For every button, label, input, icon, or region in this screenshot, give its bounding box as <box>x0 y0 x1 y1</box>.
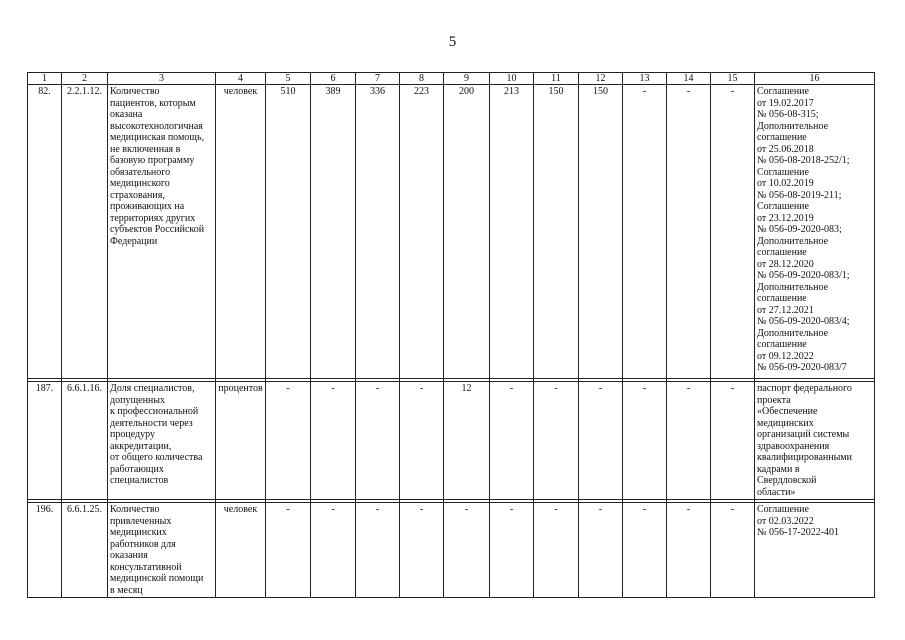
row-number: 82. <box>28 85 62 379</box>
indicator-description-line: медицинского <box>110 178 170 189</box>
table-row <box>28 503 875 598</box>
col-header: 6 <box>311 73 356 85</box>
col-header: 15 <box>711 73 755 85</box>
indicator-description-line: оказана <box>110 109 143 120</box>
indicator-description-line: медицинской помощи <box>110 573 204 584</box>
year-value: - <box>623 503 667 598</box>
indicator-code: 6.6.1.16. <box>62 382 108 500</box>
indicator-description-line: базовую программу <box>110 155 195 166</box>
unit-of-measure: человек <box>216 85 266 379</box>
year-value: - <box>623 85 667 379</box>
year-value: - <box>400 382 444 500</box>
col-header: 7 <box>356 73 400 85</box>
indicator-description-line: проживающих на <box>110 201 185 212</box>
source-document-line: № 056-09-2020-083; <box>757 224 842 235</box>
indicator-description-line: аккредитации, <box>110 440 172 452</box>
indicator-description-line: территориях других <box>110 212 196 224</box>
source-document-line: от 25.06.2018 <box>757 143 814 155</box>
source-document-line: № 056-09-2020-083/4; <box>757 316 850 327</box>
source-document-line: № 056-17-2022-401 <box>757 527 840 538</box>
year-value: 510 <box>266 85 311 379</box>
col-header: 10 <box>490 73 534 85</box>
source-document-line: области» <box>757 486 796 498</box>
year-value: - <box>400 503 444 598</box>
source-document-line: Дополнительное <box>757 327 829 339</box>
indicator-code: 6.6.1.25. <box>62 503 108 598</box>
year-value: 12 <box>444 382 490 500</box>
col-header: 1 <box>28 73 62 85</box>
source-document <box>755 85 875 379</box>
col-header: 14 <box>667 73 711 85</box>
indicator-description-line: привлеченных <box>110 515 172 527</box>
source-document-line: Дополнительное <box>757 281 829 293</box>
year-value: - <box>667 382 711 500</box>
source-document-line: здравоохранения <box>757 440 830 452</box>
source-document-line: Свердловской <box>757 475 817 486</box>
year-value: 336 <box>356 85 400 379</box>
table-row <box>28 85 875 379</box>
indicator-description-line: медицинских <box>110 527 167 538</box>
year-value: - <box>534 382 579 500</box>
source-document-line: от 02.03.2022 <box>757 515 814 527</box>
col-header: 13 <box>623 73 667 85</box>
col-header: 9 <box>444 73 490 85</box>
indicator-description <box>108 503 216 598</box>
year-value: 150 <box>579 85 623 379</box>
year-value: - <box>711 382 755 500</box>
source-document-line: медицинских <box>757 417 814 429</box>
indicators-table <box>27 72 875 598</box>
indicator-description-line: специалистов <box>110 475 169 486</box>
year-value: 213 <box>490 85 534 379</box>
source-document <box>755 503 875 598</box>
col-header: 16 <box>755 73 875 85</box>
year-value: - <box>490 382 534 500</box>
indicator-description-line: Доля специалистов, <box>110 383 195 394</box>
indicator-description-line: медицинская помощь, <box>110 132 205 143</box>
col-header: 4 <box>216 73 266 85</box>
source-document-line: № 056-08-2018-252/1; <box>757 155 850 166</box>
indicator-description-line: работающих <box>110 463 164 475</box>
indicator-description-line: не включенная в <box>110 143 181 155</box>
indicator-description-line: Количество <box>110 86 160 97</box>
source-document-line: соглашение <box>757 247 807 258</box>
year-value: - <box>444 503 490 598</box>
year-value: 389 <box>311 85 356 379</box>
year-value: - <box>311 382 356 500</box>
source-document-line: Дополнительное <box>757 235 829 247</box>
source-document-line: квалифицированными <box>757 452 852 463</box>
page-number: 5 <box>448 34 457 50</box>
source-document-line: Соглашение <box>757 166 809 178</box>
source-document-line: паспорт федерального <box>757 383 852 394</box>
unit-of-measure: человек <box>216 503 266 598</box>
indicator-description-line: в месяц <box>110 584 143 596</box>
year-value: - <box>266 503 311 598</box>
source-document-line: проекта <box>757 394 791 406</box>
indicator-description-line: деятельности через <box>110 417 193 429</box>
indicator-description-line: Федерации <box>110 235 158 247</box>
col-header: 8 <box>400 73 444 85</box>
indicator-description <box>108 382 216 500</box>
year-value: - <box>579 503 623 598</box>
year-value: 200 <box>444 85 490 379</box>
year-value: - <box>490 503 534 598</box>
indicator-description-line: допущенных <box>110 394 165 406</box>
source-document-line: Соглашение <box>757 201 809 212</box>
year-value: - <box>667 503 711 598</box>
col-header: 12 <box>579 73 623 85</box>
unit-of-measure: процентов <box>216 382 266 500</box>
col-header: 3 <box>108 73 216 85</box>
source-document-line: от 19.02.2017 <box>757 97 814 109</box>
source-document-line: «Обеспечение <box>757 406 818 417</box>
source-document-line: от 28.12.2020 <box>757 258 814 270</box>
table-row <box>28 382 875 500</box>
source-document-line: № 056-08-2019-211; <box>757 189 842 201</box>
year-value: - <box>579 382 623 500</box>
indicator-description-line: пациентов, которым <box>110 97 196 109</box>
col-header: 5 <box>266 73 311 85</box>
source-document-line: от 10.02.2019 <box>757 178 814 189</box>
source-document-line: соглашение <box>757 293 807 304</box>
indicator-description-line: к профессиональной <box>110 406 199 417</box>
indicator-description-line: Количество <box>110 504 160 515</box>
header-row <box>28 73 875 85</box>
indicator-description <box>108 85 216 379</box>
col-header: 11 <box>534 73 579 85</box>
indicator-description-line: обязательного <box>110 166 171 178</box>
source-document <box>755 382 875 500</box>
indicator-description-line: консультативной <box>110 561 182 573</box>
source-document-line: организаций системы <box>757 429 850 440</box>
year-value: - <box>623 382 667 500</box>
year-value: - <box>356 382 400 500</box>
indicator-description-line: страхования, <box>110 189 165 201</box>
source-document-line: Соглашение <box>757 504 809 515</box>
year-value: 223 <box>400 85 444 379</box>
source-document-line: № 056-09-2020-083/1; <box>757 270 850 281</box>
col-header: 2 <box>62 73 108 85</box>
year-value: - <box>356 503 400 598</box>
indicator-description-line: от общего количества <box>110 452 203 463</box>
year-value: - <box>534 503 579 598</box>
indicator-description-line: работников для <box>110 538 176 550</box>
year-value: - <box>667 85 711 379</box>
row-number: 196. <box>28 503 62 598</box>
source-document-line: от 27.12.2021 <box>757 304 814 316</box>
row-number: 187. <box>28 382 62 500</box>
year-value: - <box>266 382 311 500</box>
source-document-line: от 09.12.2022 <box>757 350 814 362</box>
year-value: - <box>311 503 356 598</box>
source-document-line: № 056-09-2020-083/7 <box>757 362 847 373</box>
indicator-code: 2.2.1.12. <box>62 85 108 379</box>
indicator-description-line: оказания <box>110 550 148 561</box>
source-document-line: кадрами в <box>757 463 800 475</box>
indicator-description-line: субъектов Российской <box>110 224 205 235</box>
indicator-description-line: высокотехнологичная <box>110 120 203 132</box>
source-document-line: Соглашение <box>757 86 809 97</box>
year-value: - <box>711 503 755 598</box>
source-document-line: № 056-08-315; <box>757 109 819 120</box>
source-document-line: от 23.12.2019 <box>757 212 814 224</box>
year-value: 150 <box>534 85 579 379</box>
source-document-line: соглашение <box>757 339 807 350</box>
source-document-line: Дополнительное <box>757 120 829 132</box>
source-document-line: соглашение <box>757 132 807 143</box>
indicator-description-line: процедуру <box>110 429 155 440</box>
year-value: - <box>711 85 755 379</box>
